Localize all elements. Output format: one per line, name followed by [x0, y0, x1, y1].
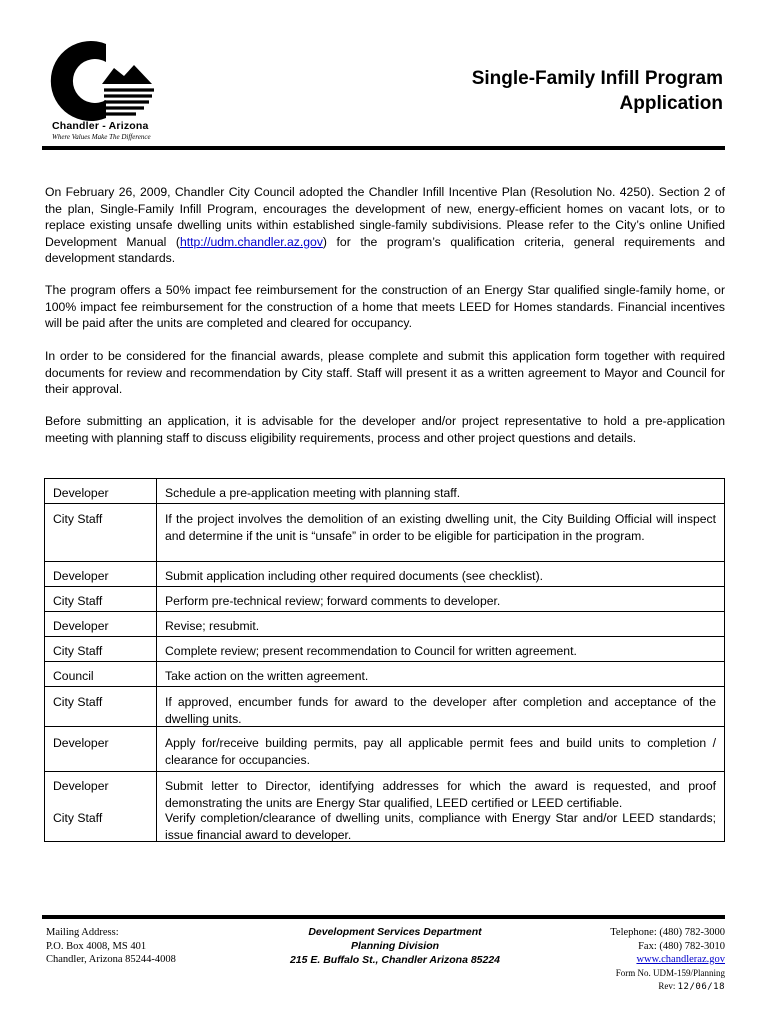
step-action: Verify completion/clearance of dwelling units, compliance with Energy Star and/or LEED standards; issue financial award to developer.: [165, 811, 716, 842]
revision-date: 12/06/18: [677, 982, 725, 992]
step-row: [45, 561, 724, 587]
step-role: Developer: [53, 736, 109, 750]
step-role: City Staff: [53, 644, 103, 658]
process-steps-table: [44, 478, 725, 842]
website-link[interactable]: www.chandleraz.gov: [636, 954, 725, 965]
mailing-box: P.O. Box 4008, MS 401: [46, 940, 147, 952]
logo-tagline: Where Values Make The Difference: [52, 133, 151, 141]
form-number: Form No. UDM-159/Planning: [615, 967, 725, 978]
page-title: [472, 66, 723, 116]
intro-p1-text-a: On February 26, 2009, Chandler City Council adopted the Chandler Infill Incentive Plan (Resolution No. 4250). Section 2 of the plan, Single-Family Infill Program, encourages the development of new, energy-efficient homes on vacant lots, or to replace existing unsafe dwelling units within established single-family subdivisions. Please refer to the City’s online Unified Development Manual (: [45, 185, 725, 249]
step-action: Submit letter to Director, identifying addresses for which the award is requested, and proof demonstrating the units are Energy Star qualified, LEED certified or LEED certifiable.: [165, 779, 716, 810]
fax: Fax: (480) 782-3010: [638, 940, 725, 952]
department-name: Development Services Department: [308, 926, 482, 938]
step-action: If approved, encumber funds for award to the developer after completion and acceptance of the dwelling units.: [165, 695, 716, 726]
step-role: Developer: [53, 619, 109, 633]
step-role: City Staff: [53, 695, 103, 709]
telephone: Telephone: (480) 782-3000: [610, 927, 725, 938]
street-address: 215 E. Buffalo St., Chandler Arizona 85224: [289, 954, 501, 966]
mailing-label: Mailing Address:: [46, 927, 119, 938]
department-address: [270, 925, 520, 967]
udm-link[interactable]: http://udm.chandler.az.gov: [179, 234, 323, 249]
step-role: City Staff: [53, 811, 103, 825]
step-action: Apply for/receive building permits, pay all applicable permit fees and build units to completion / clearance for occupancies.: [165, 736, 716, 767]
footer-divider: [42, 915, 725, 919]
step-row: [45, 636, 724, 662]
step-row: [45, 809, 724, 843]
step-row: [45, 586, 724, 612]
step-row: [45, 771, 724, 810]
step-action: If the project involves the demolition of an existing dwelling unit, the City Building Official will inspect and determine if the unit is “unsafe” in order to be eligible for participation in the program.: [165, 512, 716, 543]
step-role: Developer: [53, 779, 109, 793]
contact-info: [610, 926, 725, 994]
intro-p1-text-b: ) for the program’s qualification criteria, general requirements and development standards.: [45, 234, 725, 265]
intro-paragraph-3: In order to be considered for the financial awards, please complete and submit this application form together with required documents for review and recommendation by City staff. Staff will present it as a written agreement to Mayor and Council for their approval.: [45, 349, 725, 396]
revision: [610, 980, 725, 994]
step-action: Revise; resubmit.: [165, 619, 260, 633]
step-action: Take action on the written agreement.: [165, 669, 369, 683]
step-role: City Staff: [53, 594, 103, 608]
step-action: Submit application including other required documents (see checklist).: [165, 569, 544, 583]
step-action: Perform pre-technical review; forward comments to developer.: [165, 594, 501, 608]
division-name: Planning Division: [350, 940, 440, 952]
intro-paragraph-1: [45, 184, 725, 267]
intro-paragraph-2: The program offers a 50% impact fee reimbursement for the construction of an Energy Star qualified single-family home, or 100% impact fee reimbursement for the construction of a home that meets LEED for Homes standards. Financial incentives will be paid after the units are completed and cleared for occupancy.: [45, 283, 725, 330]
step-role: Council: [53, 669, 94, 683]
title-line-2: Application: [619, 93, 723, 114]
revision-label: Rev:: [658, 981, 678, 991]
logo-name: Chandler - Arizona: [52, 120, 149, 132]
mailing-address: [46, 926, 176, 967]
step-row: [45, 686, 724, 727]
step-row: [45, 611, 724, 637]
step-action: Schedule a pre-application meeting with planning staff.: [165, 486, 461, 500]
step-role: Developer: [53, 569, 109, 583]
step-row: [45, 661, 724, 687]
title-line-1: Single-Family Infill Program: [471, 68, 723, 89]
mailing-city: Chandler, Arizona 85244-4008: [46, 954, 176, 965]
intro-paragraph-4: Before submitting an application, it is advisable for the developer and/or project representative to hold a pre-application meeting with planning staff to discuss eligibility requirements, process and other project questions and details.: [45, 414, 725, 445]
header-divider: [42, 146, 725, 150]
step-row: [45, 503, 724, 562]
chandler-logo-icon: [50, 38, 162, 122]
step-role: City Staff: [53, 512, 103, 526]
step-row: [45, 726, 724, 772]
step-row: [45, 479, 724, 503]
step-action: Complete review; present recommendation to Council for written agreement.: [165, 644, 577, 658]
step-role: Developer: [53, 486, 109, 500]
